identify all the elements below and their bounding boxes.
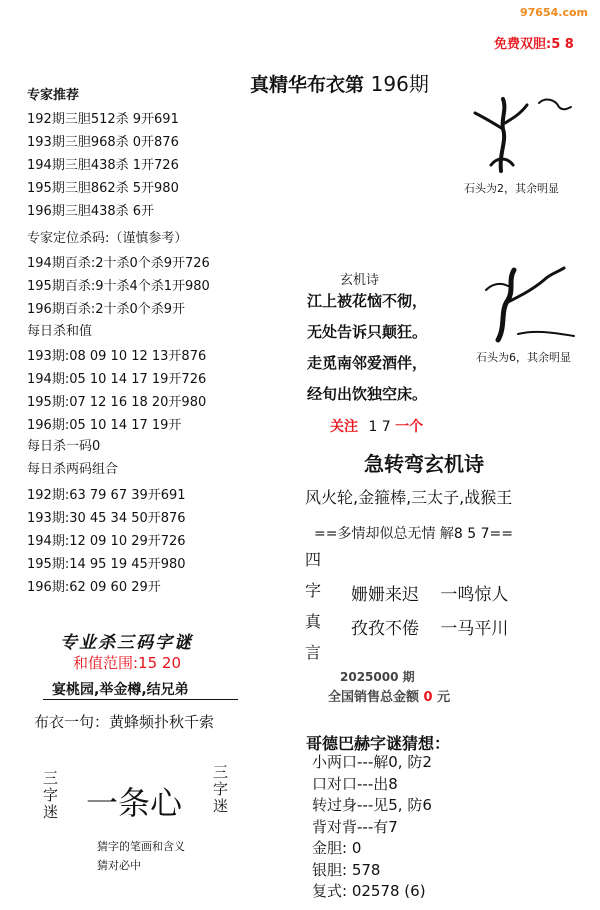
riddle-text: 宴桃园,举金樽,结兄弟 [52,682,189,698]
gd-line: 复式: 02578 (6) [312,882,426,900]
four-label-char: 四 [305,550,322,569]
four-label-char: 言 [305,643,322,662]
gd-line: 银胆: 578 [312,860,381,879]
branch-stroke [475,113,503,129]
sales-label: 全国销售总金额 [328,690,420,705]
position-title: 专家定位杀码:（谨慎参考） [27,231,188,246]
four-phrase: 一鸣惊人 [440,585,509,605]
two-list [27,484,186,599]
free-pick: 免费双胆:5 8 [494,37,574,52]
list-item: 195期:07 12 16 18 20开980 [27,395,207,410]
four-phrase: 姗姗来迟 [351,585,419,605]
follow-numbers: 1 7 [368,419,391,435]
branch-stroke [539,100,571,110]
branch-stroke [498,270,514,340]
kill-one: 每日杀一码0 [27,439,101,454]
recommend-title: 专家推荐 [27,88,80,103]
list-item: 195期三胆862杀 5开980 [27,181,179,196]
list-item: 196期:62 09 60 29开 [27,580,161,595]
four-phrase: 孜孜不倦 [351,619,419,639]
branch-stroke [518,332,574,336]
four-phrase: 一马平川 [440,619,509,639]
three-right-label: 三字迷 [211,764,229,815]
sum-list [27,345,206,437]
stone-caption-2: 石头为6，其余明显 [476,351,571,364]
position-list [27,252,210,321]
jzw-line: 风火轮,金箍棒,三太子,战猴王 [305,488,513,507]
riddle-title: 专业杀三码字谜 [60,633,193,653]
stone-caption-1: 石头为2，其余明显 [464,182,559,195]
four-label [305,544,321,668]
gd-line: 转过身---见5, 防6 [312,796,432,814]
sum-title: 每日杀和值 [27,324,93,339]
poem-title: 玄机诗 [340,273,380,288]
page-title [250,68,429,97]
poem-line: 经旬出饮独空床。 [307,385,428,403]
follow-line [330,416,423,436]
list-item: 193期三胆968杀 0开876 [27,135,179,150]
four-label-char: 真 [305,612,322,631]
gd-line: 背对背---有7 [312,817,398,836]
sales-value: 0 [423,690,433,705]
list-item: 196期百杀:2十杀0个杀9开 [27,302,186,317]
follow-label: 关注 [330,419,358,435]
gd-list [312,752,432,903]
list-item: 193期:08 09 10 12 13开876 [27,349,207,364]
jzw-hint: ==多情却似总无情 解8 5 7== [314,526,513,542]
gd-line: 口对口---出8 [312,774,398,793]
list-item: 195期:14 95 19 45开980 [27,557,186,572]
sales-issue: 2025000 期 [340,670,415,684]
stone-drawing-1 [463,93,573,175]
three-main: 一条心 [86,784,183,822]
poem-lines [307,286,427,410]
poem-line: 江上被花恼不彻， [307,292,428,310]
branch-stroke [508,268,564,302]
three-note2: 猜对必中 [97,859,141,872]
gd-line: 金胆: 0 [312,839,362,857]
site-watermark: 97654.com [520,6,588,19]
follow-unit: 一个 [395,419,424,435]
two-title: 每日杀两码组合 [27,462,119,477]
sales-unit: 元 [437,690,451,705]
branch-stroke [486,284,508,290]
title-text: 真精华布衣第 [250,74,365,96]
four-row-2 [351,614,508,639]
three-note1: 猜字的笔画和含义 [97,840,185,853]
four-row-1 [351,580,508,605]
list-item: 193期:30 45 34 50开876 [27,511,186,526]
recommend-list [27,108,179,223]
jzw-title: 急转弯玄机诗 [364,452,484,476]
list-item: 192期:63 79 67 39开691 [27,488,186,503]
list-item: 196期三胆438杀 6开 [27,204,155,219]
list-item: 194期三胆438杀 1开726 [27,158,179,173]
list-item: 195期百杀:9十杀4个杀1开980 [27,279,210,294]
poem-line: 无处告诉只颠狂。 [307,323,428,341]
list-item: 194期百杀:2十杀0个杀9开726 [27,256,210,271]
list-item: 192期三胆512杀 9开691 [27,112,179,127]
four-label-char: 字 [305,581,322,600]
riddle-divider [43,699,238,700]
list-item: 196期:05 10 14 17 19开 [27,418,182,433]
list-item: 194期:12 09 10 29开726 [27,534,186,549]
gd-line: 小两口---解0, 防2 [312,753,432,771]
three-left-label: 三字迷 [41,770,59,821]
poem-line: 走觅南邻爱酒伴， [307,354,428,372]
buyi-sentence: 布衣一句：黄蜂频扑秋千索 [34,713,215,731]
stone-drawing-2 [478,260,588,344]
list-item: 194期:05 10 14 17 19开726 [27,372,207,387]
sales-line [328,686,450,705]
branch-stroke [505,105,527,123]
gd-title: 哥德巴赫字谜猜想： [306,734,451,753]
title-issue: 196期 [370,72,429,96]
riddle-range: 和值范围:15 20 [73,654,181,672]
